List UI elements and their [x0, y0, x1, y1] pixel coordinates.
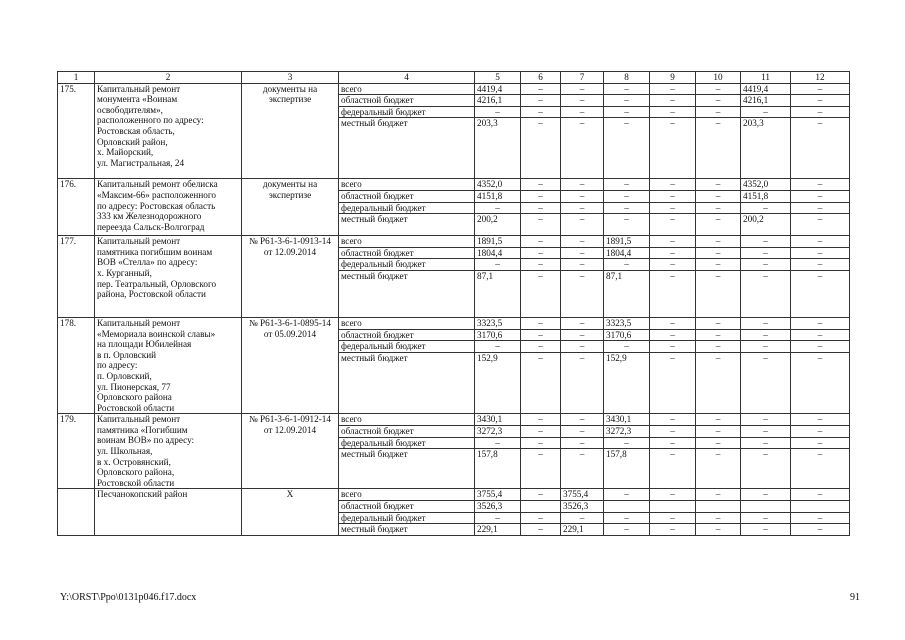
- amount-cell: 1891,5: [604, 236, 650, 248]
- amount-cell: –: [741, 425, 791, 437]
- amount-cell: –: [521, 83, 561, 95]
- amount-cell: –: [604, 106, 650, 118]
- amount-cell: –: [650, 524, 696, 536]
- amount-cell: –: [791, 202, 850, 214]
- amount-cell: –: [696, 247, 741, 259]
- funding-source-label: местный бюджет: [339, 270, 475, 317]
- amount-cell: [604, 501, 650, 513]
- amount-cell: –: [561, 352, 604, 413]
- amount-cell: –: [696, 236, 741, 248]
- amount-cell: –: [741, 341, 791, 353]
- table-row: [58, 179, 850, 191]
- page-number: 91: [850, 592, 860, 603]
- amount-cell: –: [561, 83, 604, 95]
- amount-cell: –: [521, 489, 561, 501]
- amount-cell: [791, 501, 850, 513]
- amount-cell: –: [604, 179, 650, 191]
- amount-cell: [650, 501, 696, 513]
- object-description: Капитальный ремонт памятника «Погибшим воинам ВОВ» по адресу: ул. Школьная, в х. Островянский, Орловского района, Ростовской области: [95, 414, 242, 489]
- funding-source-label: областной бюджет: [339, 501, 475, 513]
- amount-cell: –: [791, 449, 850, 489]
- amount-cell: –: [604, 437, 650, 449]
- table-row: [58, 414, 850, 426]
- amount-cell: –: [696, 118, 741, 179]
- header-cell: 6: [521, 72, 561, 84]
- amount-cell: –: [521, 449, 561, 489]
- amount-cell: –: [696, 341, 741, 353]
- funding-source-label: местный бюджет: [339, 449, 475, 489]
- amount-cell: –: [650, 352, 696, 413]
- amount-cell: 4216,1: [475, 95, 521, 107]
- document-reference: Х: [242, 489, 339, 535]
- amount-cell: –: [696, 95, 741, 107]
- object-description: Капитальный ремонт памятника погибшим воинам ВОВ «Стелла» по адресу: х. Курганный, пер. Театральный, Орловского района, Ростовской области: [95, 236, 242, 318]
- amount-cell: –: [791, 259, 850, 271]
- amount-cell: 4352,0: [475, 179, 521, 191]
- amount-cell: –: [521, 341, 561, 353]
- funding-source-label: областной бюджет: [339, 190, 475, 202]
- amount-cell: –: [650, 259, 696, 271]
- header-cell: 11: [741, 72, 791, 84]
- funding-source-label: федеральный бюджет: [339, 202, 475, 214]
- amount-cell: –: [650, 414, 696, 426]
- amount-cell: –: [791, 106, 850, 118]
- object-description: Капитальный ремонт «Мемориала воинской славы» на площади Юбилейная в п. Орловский по адресу: п. Орловский, ул. Пионерская, 77 Орловского района Ростовской области: [95, 317, 242, 413]
- amount-cell: –: [741, 270, 791, 317]
- amount-cell: –: [561, 317, 604, 329]
- amount-cell: –: [791, 341, 850, 353]
- amount-cell: –: [521, 236, 561, 248]
- amount-cell: –: [650, 437, 696, 449]
- amount-cell: 87,1: [604, 270, 650, 317]
- amount-cell: –: [696, 449, 741, 489]
- amount-cell: –: [521, 202, 561, 214]
- amount-cell: –: [741, 317, 791, 329]
- amount-cell: –: [561, 259, 604, 271]
- amount-cell: –: [696, 425, 741, 437]
- amount-cell: 203,3: [475, 118, 521, 179]
- amount-cell: –: [791, 414, 850, 426]
- amount-cell: –: [741, 259, 791, 271]
- amount-cell: –: [561, 95, 604, 107]
- amount-cell: –: [561, 214, 604, 236]
- amount-cell: –: [650, 317, 696, 329]
- amount-cell: –: [791, 512, 850, 524]
- amount-cell: 229,1: [475, 524, 521, 536]
- amount-cell: –: [791, 118, 850, 179]
- amount-cell: –: [650, 270, 696, 317]
- amount-cell: –: [604, 202, 650, 214]
- amount-cell: –: [650, 95, 696, 107]
- amount-cell: 4419,4: [741, 83, 791, 95]
- amount-cell: –: [741, 524, 791, 536]
- amount-cell: 4352,0: [741, 179, 791, 191]
- table-body: [58, 72, 850, 536]
- amount-cell: –: [696, 414, 741, 426]
- amount-cell: –: [604, 259, 650, 271]
- amount-cell: –: [741, 437, 791, 449]
- amount-cell: –: [604, 341, 650, 353]
- amount-cell: –: [791, 214, 850, 236]
- amount-cell: 4151,8: [475, 190, 521, 202]
- amount-cell: –: [791, 236, 850, 248]
- amount-cell: 200,2: [741, 214, 791, 236]
- amount-cell: –: [650, 118, 696, 179]
- amount-cell: 3272,3: [604, 425, 650, 437]
- header-cell: 3: [242, 72, 339, 84]
- amount-cell: –: [521, 524, 561, 536]
- amount-cell: –: [561, 118, 604, 179]
- amount-cell: –: [696, 202, 741, 214]
- amount-cell: –: [521, 512, 561, 524]
- amount-cell: –: [650, 329, 696, 341]
- amount-cell: –: [741, 352, 791, 413]
- amount-cell: –: [521, 179, 561, 191]
- funding-source-label: местный бюджет: [339, 352, 475, 413]
- amount-cell: –: [561, 449, 604, 489]
- amount-cell: –: [741, 236, 791, 248]
- amount-cell: –: [521, 259, 561, 271]
- header-row: [58, 72, 850, 84]
- amount-cell: –: [696, 317, 741, 329]
- funding-source-label: всего: [339, 489, 475, 501]
- object-description: Капитальный ремонт монумента «Воинам освободителям», расположенного по адресу: Ростовская область, Орловский район, х. Майорский, ул. Магистральная, 24: [95, 83, 242, 179]
- amount-cell: –: [561, 425, 604, 437]
- amount-cell: 3430,1: [475, 414, 521, 426]
- amount-cell: –: [791, 437, 850, 449]
- table-row: [58, 489, 850, 501]
- amount-cell: –: [521, 95, 561, 107]
- amount-cell: 3170,6: [475, 329, 521, 341]
- amount-cell: –: [521, 247, 561, 259]
- amount-cell: –: [604, 524, 650, 536]
- document-reference: № Р61-3-6-1-0913-14 от 12.09.2014: [242, 236, 339, 318]
- amount-cell: –: [475, 512, 521, 524]
- amount-cell: –: [696, 352, 741, 413]
- amount-cell: –: [650, 341, 696, 353]
- funding-source-label: федеральный бюджет: [339, 437, 475, 449]
- amount-cell: –: [696, 190, 741, 202]
- amount-cell: –: [521, 414, 561, 426]
- amount-cell: –: [650, 236, 696, 248]
- amount-cell: –: [521, 437, 561, 449]
- amount-cell: 4216,1: [741, 95, 791, 107]
- funding-source-label: всего: [339, 317, 475, 329]
- funding-source-label: федеральный бюджет: [339, 512, 475, 524]
- amount-cell: 3755,4: [561, 489, 604, 501]
- funding-source-label: всего: [339, 236, 475, 248]
- header-cell: 7: [561, 72, 604, 84]
- amount-cell: 4151,8: [741, 190, 791, 202]
- funding-source-label: областной бюджет: [339, 247, 475, 259]
- amount-cell: –: [604, 190, 650, 202]
- amount-cell: 152,9: [604, 352, 650, 413]
- document-path: Y:\ORST\Ppo\0131p046.f17.docx: [60, 592, 197, 603]
- amount-cell: –: [521, 214, 561, 236]
- amount-cell: 157,8: [604, 449, 650, 489]
- amount-cell: –: [696, 512, 741, 524]
- funding-source-label: всего: [339, 83, 475, 95]
- amount-cell: –: [696, 437, 741, 449]
- amount-cell: –: [604, 214, 650, 236]
- amount-cell: –: [696, 214, 741, 236]
- amount-cell: –: [791, 489, 850, 501]
- amount-cell: –: [791, 95, 850, 107]
- amount-cell: –: [791, 352, 850, 413]
- amount-cell: –: [561, 179, 604, 191]
- header-cell: 9: [650, 72, 696, 84]
- funding-source-label: всего: [339, 179, 475, 191]
- amount-cell: 4419,4: [475, 83, 521, 95]
- amount-cell: –: [741, 202, 791, 214]
- amount-cell: –: [561, 106, 604, 118]
- amount-cell: 229,1: [561, 524, 604, 536]
- amount-cell: [521, 501, 561, 513]
- amount-cell: –: [604, 489, 650, 501]
- amount-cell: 3323,5: [475, 317, 521, 329]
- amount-cell: –: [475, 259, 521, 271]
- amount-cell: –: [650, 489, 696, 501]
- header-cell: 12: [791, 72, 850, 84]
- header-cell: 2: [95, 72, 242, 84]
- document-reference: № Р61-3-6-1-0912-14 от 12.09.2014: [242, 414, 339, 489]
- header-cell: 1: [58, 72, 95, 84]
- funding-source-label: местный бюджет: [339, 214, 475, 236]
- amount-cell: –: [650, 214, 696, 236]
- amount-cell: –: [475, 437, 521, 449]
- table-row: [58, 317, 850, 329]
- table-row: [58, 236, 850, 248]
- amount-cell: –: [791, 179, 850, 191]
- header-cell: 5: [475, 72, 521, 84]
- amount-cell: [741, 501, 791, 513]
- funding-source-label: федеральный бюджет: [339, 341, 475, 353]
- amount-cell: –: [521, 118, 561, 179]
- amount-cell: –: [741, 329, 791, 341]
- amount-cell: –: [741, 106, 791, 118]
- row-number: 175.: [58, 83, 95, 179]
- amount-cell: –: [696, 524, 741, 536]
- amount-cell: 3323,5: [604, 317, 650, 329]
- amount-cell: –: [791, 317, 850, 329]
- amount-cell: –: [475, 202, 521, 214]
- header-cell: 10: [696, 72, 741, 84]
- amount-cell: –: [561, 270, 604, 317]
- funding-source-label: областной бюджет: [339, 425, 475, 437]
- amount-cell: 3430,1: [604, 414, 650, 426]
- funding-source-label: областной бюджет: [339, 95, 475, 107]
- budget-table: [57, 71, 850, 536]
- amount-cell: 200,2: [475, 214, 521, 236]
- amount-cell: –: [650, 83, 696, 95]
- amount-cell: –: [561, 437, 604, 449]
- amount-cell: 1804,4: [475, 247, 521, 259]
- amount-cell: –: [561, 341, 604, 353]
- row-number: 178.: [58, 317, 95, 413]
- amount-cell: –: [791, 270, 850, 317]
- amount-cell: –: [741, 489, 791, 501]
- amount-cell: 1804,4: [604, 247, 650, 259]
- amount-cell: –: [561, 247, 604, 259]
- funding-source-label: федеральный бюджет: [339, 106, 475, 118]
- document-reference: № Р61-3-6-1-0895-14 от 05.09.2014: [242, 317, 339, 413]
- amount-cell: –: [604, 83, 650, 95]
- amount-cell: 152,9: [475, 352, 521, 413]
- amount-cell: –: [696, 179, 741, 191]
- amount-cell: –: [741, 414, 791, 426]
- amount-cell: 3170,6: [604, 329, 650, 341]
- amount-cell: 157,8: [475, 449, 521, 489]
- amount-cell: –: [650, 425, 696, 437]
- amount-cell: –: [696, 83, 741, 95]
- amount-cell: –: [521, 106, 561, 118]
- amount-cell: –: [604, 95, 650, 107]
- amount-cell: –: [741, 247, 791, 259]
- amount-cell: –: [696, 270, 741, 317]
- amount-cell: –: [696, 259, 741, 271]
- amount-cell: –: [650, 202, 696, 214]
- amount-cell: –: [521, 425, 561, 437]
- amount-cell: –: [604, 118, 650, 179]
- amount-cell: 3526,3: [475, 501, 521, 513]
- funding-source-label: областной бюджет: [339, 329, 475, 341]
- funding-source-label: федеральный бюджет: [339, 259, 475, 271]
- amount-cell: –: [791, 329, 850, 341]
- funding-source-label: всего: [339, 414, 475, 426]
- amount-cell: –: [561, 236, 604, 248]
- amount-cell: –: [791, 524, 850, 536]
- amount-cell: –: [791, 83, 850, 95]
- amount-cell: –: [696, 106, 741, 118]
- amount-cell: –: [521, 329, 561, 341]
- amount-cell: –: [521, 352, 561, 413]
- amount-cell: 203,3: [741, 118, 791, 179]
- amount-cell: –: [475, 106, 521, 118]
- header-cell: 8: [604, 72, 650, 84]
- amount-cell: –: [561, 512, 604, 524]
- amount-cell: –: [650, 247, 696, 259]
- funding-source-label: местный бюджет: [339, 524, 475, 536]
- amount-cell: –: [521, 190, 561, 202]
- header-cell: 4: [339, 72, 475, 84]
- document-reference: документы на экспертизе: [242, 179, 339, 236]
- amount-cell: –: [791, 425, 850, 437]
- amount-cell: –: [696, 329, 741, 341]
- amount-cell: 3526,3: [561, 501, 604, 513]
- amount-cell: –: [741, 512, 791, 524]
- amount-cell: –: [561, 190, 604, 202]
- object-description: Капитальный ремонт обелиска «Максим-66» расположенного по адресу: Ростовская область 333 км Железнодорожного переезда Сальск-Волгоград: [95, 179, 242, 236]
- document-reference: документы на экспертизе: [242, 83, 339, 179]
- amount-cell: –: [791, 190, 850, 202]
- amount-cell: –: [475, 341, 521, 353]
- amount-cell: 87,1: [475, 270, 521, 317]
- amount-cell: –: [650, 190, 696, 202]
- amount-cell: 3755,4: [475, 489, 521, 501]
- amount-cell: –: [741, 449, 791, 489]
- amount-cell: –: [650, 179, 696, 191]
- amount-cell: –: [650, 512, 696, 524]
- amount-cell: –: [604, 512, 650, 524]
- amount-cell: –: [791, 247, 850, 259]
- amount-cell: 3272,3: [475, 425, 521, 437]
- amount-cell: –: [650, 106, 696, 118]
- amount-cell: –: [561, 329, 604, 341]
- amount-cell: –: [521, 270, 561, 317]
- table-row: [58, 83, 850, 95]
- amount-cell: –: [561, 414, 604, 426]
- amount-cell: [696, 501, 741, 513]
- row-number: 179.: [58, 414, 95, 489]
- amount-cell: –: [696, 489, 741, 501]
- funding-source-label: местный бюджет: [339, 118, 475, 179]
- row-number: 177.: [58, 236, 95, 318]
- row-number: 176.: [58, 179, 95, 236]
- amount-cell: 1891,5: [475, 236, 521, 248]
- row-number: [58, 489, 95, 535]
- object-description: Песчанокопский район: [95, 489, 242, 535]
- amount-cell: –: [521, 317, 561, 329]
- amount-cell: –: [650, 449, 696, 489]
- amount-cell: –: [561, 202, 604, 214]
